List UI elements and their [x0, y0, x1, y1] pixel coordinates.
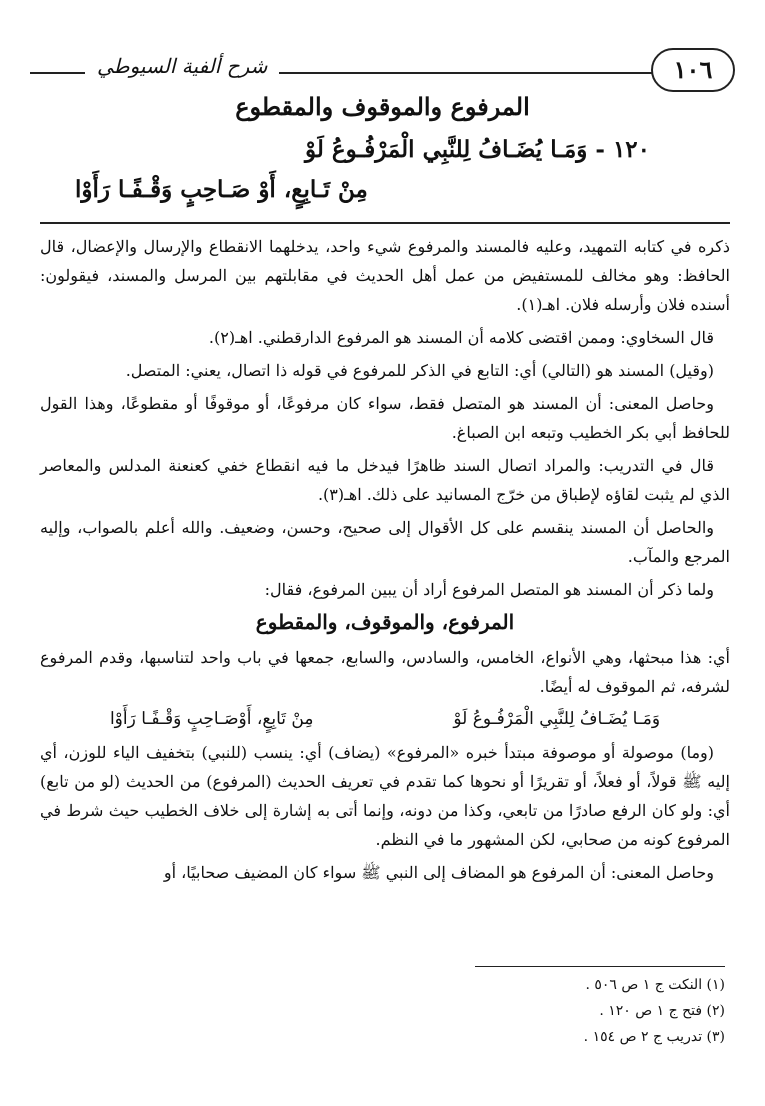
paragraph: ولما ذكر أن المسند هو المتصل المرفوع أراد أن يبين المرفوع، فقال:: [264, 580, 714, 599]
paragraph: أي: هذا مبحثها، وهي الأنواع، الخامس، والسادس، والسابع، جمعها في باب واحد لتناسبها، وقدم المرفوع لشرفه، ثم الموقوف له أيضًا.: [40, 648, 730, 696]
paragraph: وحاصل المعنى: أن المرفوع هو المضاف إلى النبي ﷺ سواء كان المضيف صحابيًا، أو: [163, 863, 714, 882]
section-title: المرفوع والموقوف والمقطوع: [235, 92, 530, 121]
poem-hemistich-right: وَمَـا يُضَـافُ لِلنَّبِي الْمَرْفُـوعُ لَوْ: [453, 709, 661, 729]
verse-line-2: مِنْ تَـابِعٍ، أَوْ صَـاحِبٍ وَقْـفًـا رَأَوْا: [75, 176, 368, 203]
verse-line-1: ١٢٠ - وَمَـا يُضَـافُ لِلنَّبِي الْمَرْفُـوعُ لَوْ: [304, 136, 650, 163]
body-text: [40, 232, 730, 891]
footnote-separator: [475, 966, 725, 967]
paragraph: قال في التدريب: والمراد اتصال السند ظاهرًا فيدخل ما فيه انقطاع خفي كعنعنة المدلس والمعاصر الذي لم يثبت لقاؤه لإطباق من خرّج المسانيد على ذلك. اهـ(٣).: [40, 456, 730, 504]
running-header: [30, 48, 735, 94]
footnote: (١) النكت ج ١ ص ٥٠٦ .: [585, 977, 725, 993]
paragraph: (وما) موصولة أو موصوفة مبتدأ خبره «المرفوع» (يضاف) أي: ينسب (للنبي) بتخفيف الياء للوزن، أي إليه ﷺ قولاً، أو فعلاً، أو تقريرًا أو نحوها كما تقدم في تعريف الحديث (المرفوع) من الحديث (لو من تابع) أي: ولو كان الرفع صادرًا من تابعي، وكذا من دونه، وإنما أتى به إشارة إلى خلاف الخطيب حيث شرط في المرفوع كونه من صحابي، لكن المشهور ما في النظم.: [40, 743, 730, 849]
running-title: شرح ألفية السيوطي: [85, 54, 279, 78]
poem-line: [40, 705, 730, 734]
footnote: (٣) تدريب ج ٢ ص ١٥٤ .: [583, 1029, 725, 1045]
section-separator: [40, 222, 730, 224]
footnote: (٢) فتح ج ١ ص ١٢٠ .: [599, 1003, 725, 1019]
poem-hemistich-left: مِنْ تَابِعٍ، أَوْصَـاحِبٍ وَقْـفًـا رَأَوْا: [109, 709, 314, 729]
paragraph: والحاصل أن المسند ينقسم على كل الأقوال إلى صحيح، وحسن، وضعيف. والله أعلم بالصواب، وإليه المرجع والمآب.: [40, 518, 730, 566]
paragraph: قال السخاوي: وممن اقتضى كلامه أن المسند هو المرفوع الدارقطني. اهـ(٢).: [208, 328, 714, 347]
paragraph: ذكره في كتابه التمهيد، وعليه فالمسند والمرفوع شيء واحد، يدخلهما الانقطاع والإرسال والإعضال، قال الحافظ: وهو مخالف للمستفيض من عمل أهل الحديث في مقابلتهم بين المرسل والمسند، فيقولون: أسنده فلان وأرسله فلان. اهـ(١).: [40, 237, 730, 314]
footnotes: [35, 972, 725, 1050]
subheading: المرفوع، والموقوف، والمقطوع: [255, 610, 515, 634]
paragraph: وحاصل المعنى: أن المسند هو المتصل فقط، سواء كان مرفوعًا، أو موقوفًا أو مقطوعًا، وهذا القول للحافظ أبي بكر الخطيب وتبعه ابن الصباغ.: [40, 394, 730, 442]
page-number: ١٠٦: [651, 48, 735, 92]
paragraph: (وقيل) المسند هو (التالي) أي: التابع في الذكر للمرفوع في قوله ذا اتصال، يعني: المتصل.: [125, 361, 714, 380]
